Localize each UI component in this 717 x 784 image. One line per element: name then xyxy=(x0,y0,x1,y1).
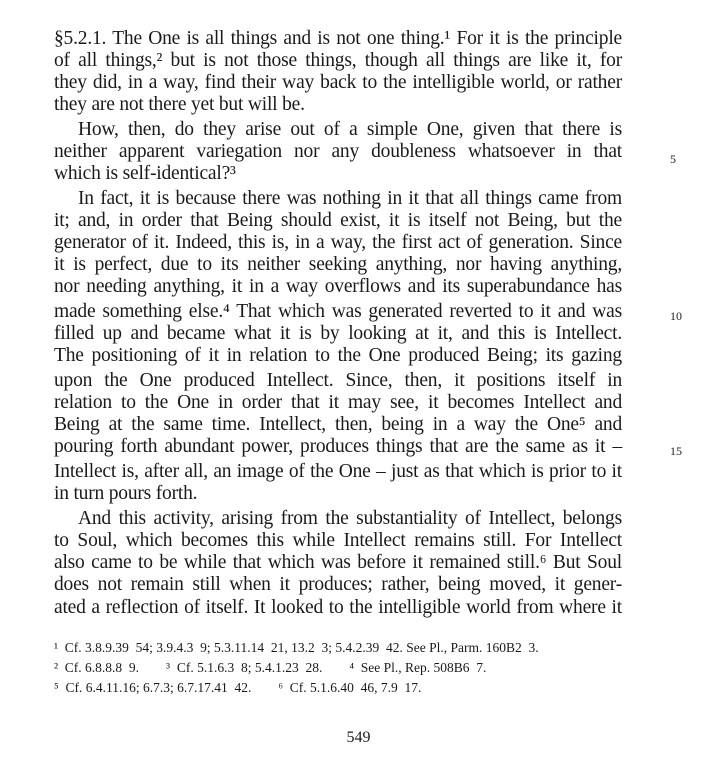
text-line: in turn pours forth. xyxy=(54,483,198,504)
text-line: made something else.⁴ That which was generated reverted to it and was xyxy=(54,301,622,322)
text-line: it is perfect, due to its neither seeking anything, nor having anything, xyxy=(54,254,622,275)
text-line: Intellect is, after all, an image of the One – just as that which is prior to it xyxy=(54,461,622,482)
text-line: of all things,² but is not those things, though all things are like it, for xyxy=(54,50,622,71)
text-line: nor needing anything, it in a way overflows and its superabundance has xyxy=(54,276,622,297)
text-line: does not remain still when it produces; rather, being moved, it gener- xyxy=(54,574,622,595)
text-line: How, then, do they arise out of a simple One, given that there is xyxy=(78,119,622,140)
text-line: to Soul, which becomes this while Intellect remains still. For Intellect xyxy=(54,530,622,551)
text-line: pouring forth abundant power, produces things that are the same as it – xyxy=(54,436,622,457)
text-line: In fact, it is because there was nothing in it that all things came from xyxy=(78,188,622,209)
text-line: ated a reflection of itself. It looked to the intelligible world from where it xyxy=(54,597,622,618)
text-line: The positioning of it in relation to the One produced Being; its gazing xyxy=(54,345,622,366)
footnote-line: ¹ Cf. 3.8.9.39 54; 3.9.4.3 9; 5.3.11.14 21, 13.2 3; 5.4.2.39 42. See Pl., Parm. 160B2 3. xyxy=(54,640,539,655)
text-line: which is self-identical?³ xyxy=(54,163,236,184)
text-line: it; and, in order that Being should exist, it is itself not Being, but the xyxy=(54,210,622,231)
line-number: 10 xyxy=(670,309,682,323)
footnote-line: ⁵ Cf. 6.4.11.16; 6.7.3; 6.7.17.41 42. ⁶ Cf. 5.1.6.40 46, 7.9 17. xyxy=(54,680,422,695)
text-line: Being at the same time. Intellect, then, being in a way the One⁵ and xyxy=(54,414,622,435)
text-line: §5.2.1. The One is all things and is not one thing.¹ For it is the principle xyxy=(54,28,622,49)
footnote-line: ² Cf. 6.8.8.8 9. ³ Cf. 5.1.6.3 8; 5.4.1.23 28. ⁴ See Pl., Rep. 508B6 7. xyxy=(54,660,487,675)
text-line: filled up and became what it is by looking at it, and this is Intellect. xyxy=(54,323,622,344)
text-line: upon the One produced Intellect. Since, then, it positions itself in xyxy=(54,370,622,391)
line-number: 5 xyxy=(670,152,676,166)
text-line: they are not there yet but will be. xyxy=(54,94,305,115)
text-line: they did, in a way, find their way back to the intelligible world, or rather xyxy=(54,72,622,93)
line-number: 15 xyxy=(670,444,682,458)
text-line: neither apparent variegation nor any doubleness whatsoever in that xyxy=(54,141,622,162)
text-line: relation to the One in order that it may see, it becomes Intellect and xyxy=(54,392,622,413)
text-line: generator of it. Indeed, this is, in a way, the first act of generation. Since xyxy=(54,232,622,253)
text-line: And this activity, arising from the substantiality of Intellect, belongs xyxy=(78,508,622,529)
text-line: also came to be while that which was before it remained still.⁶ But Soul xyxy=(54,552,622,573)
page-number: 549 xyxy=(346,729,371,746)
